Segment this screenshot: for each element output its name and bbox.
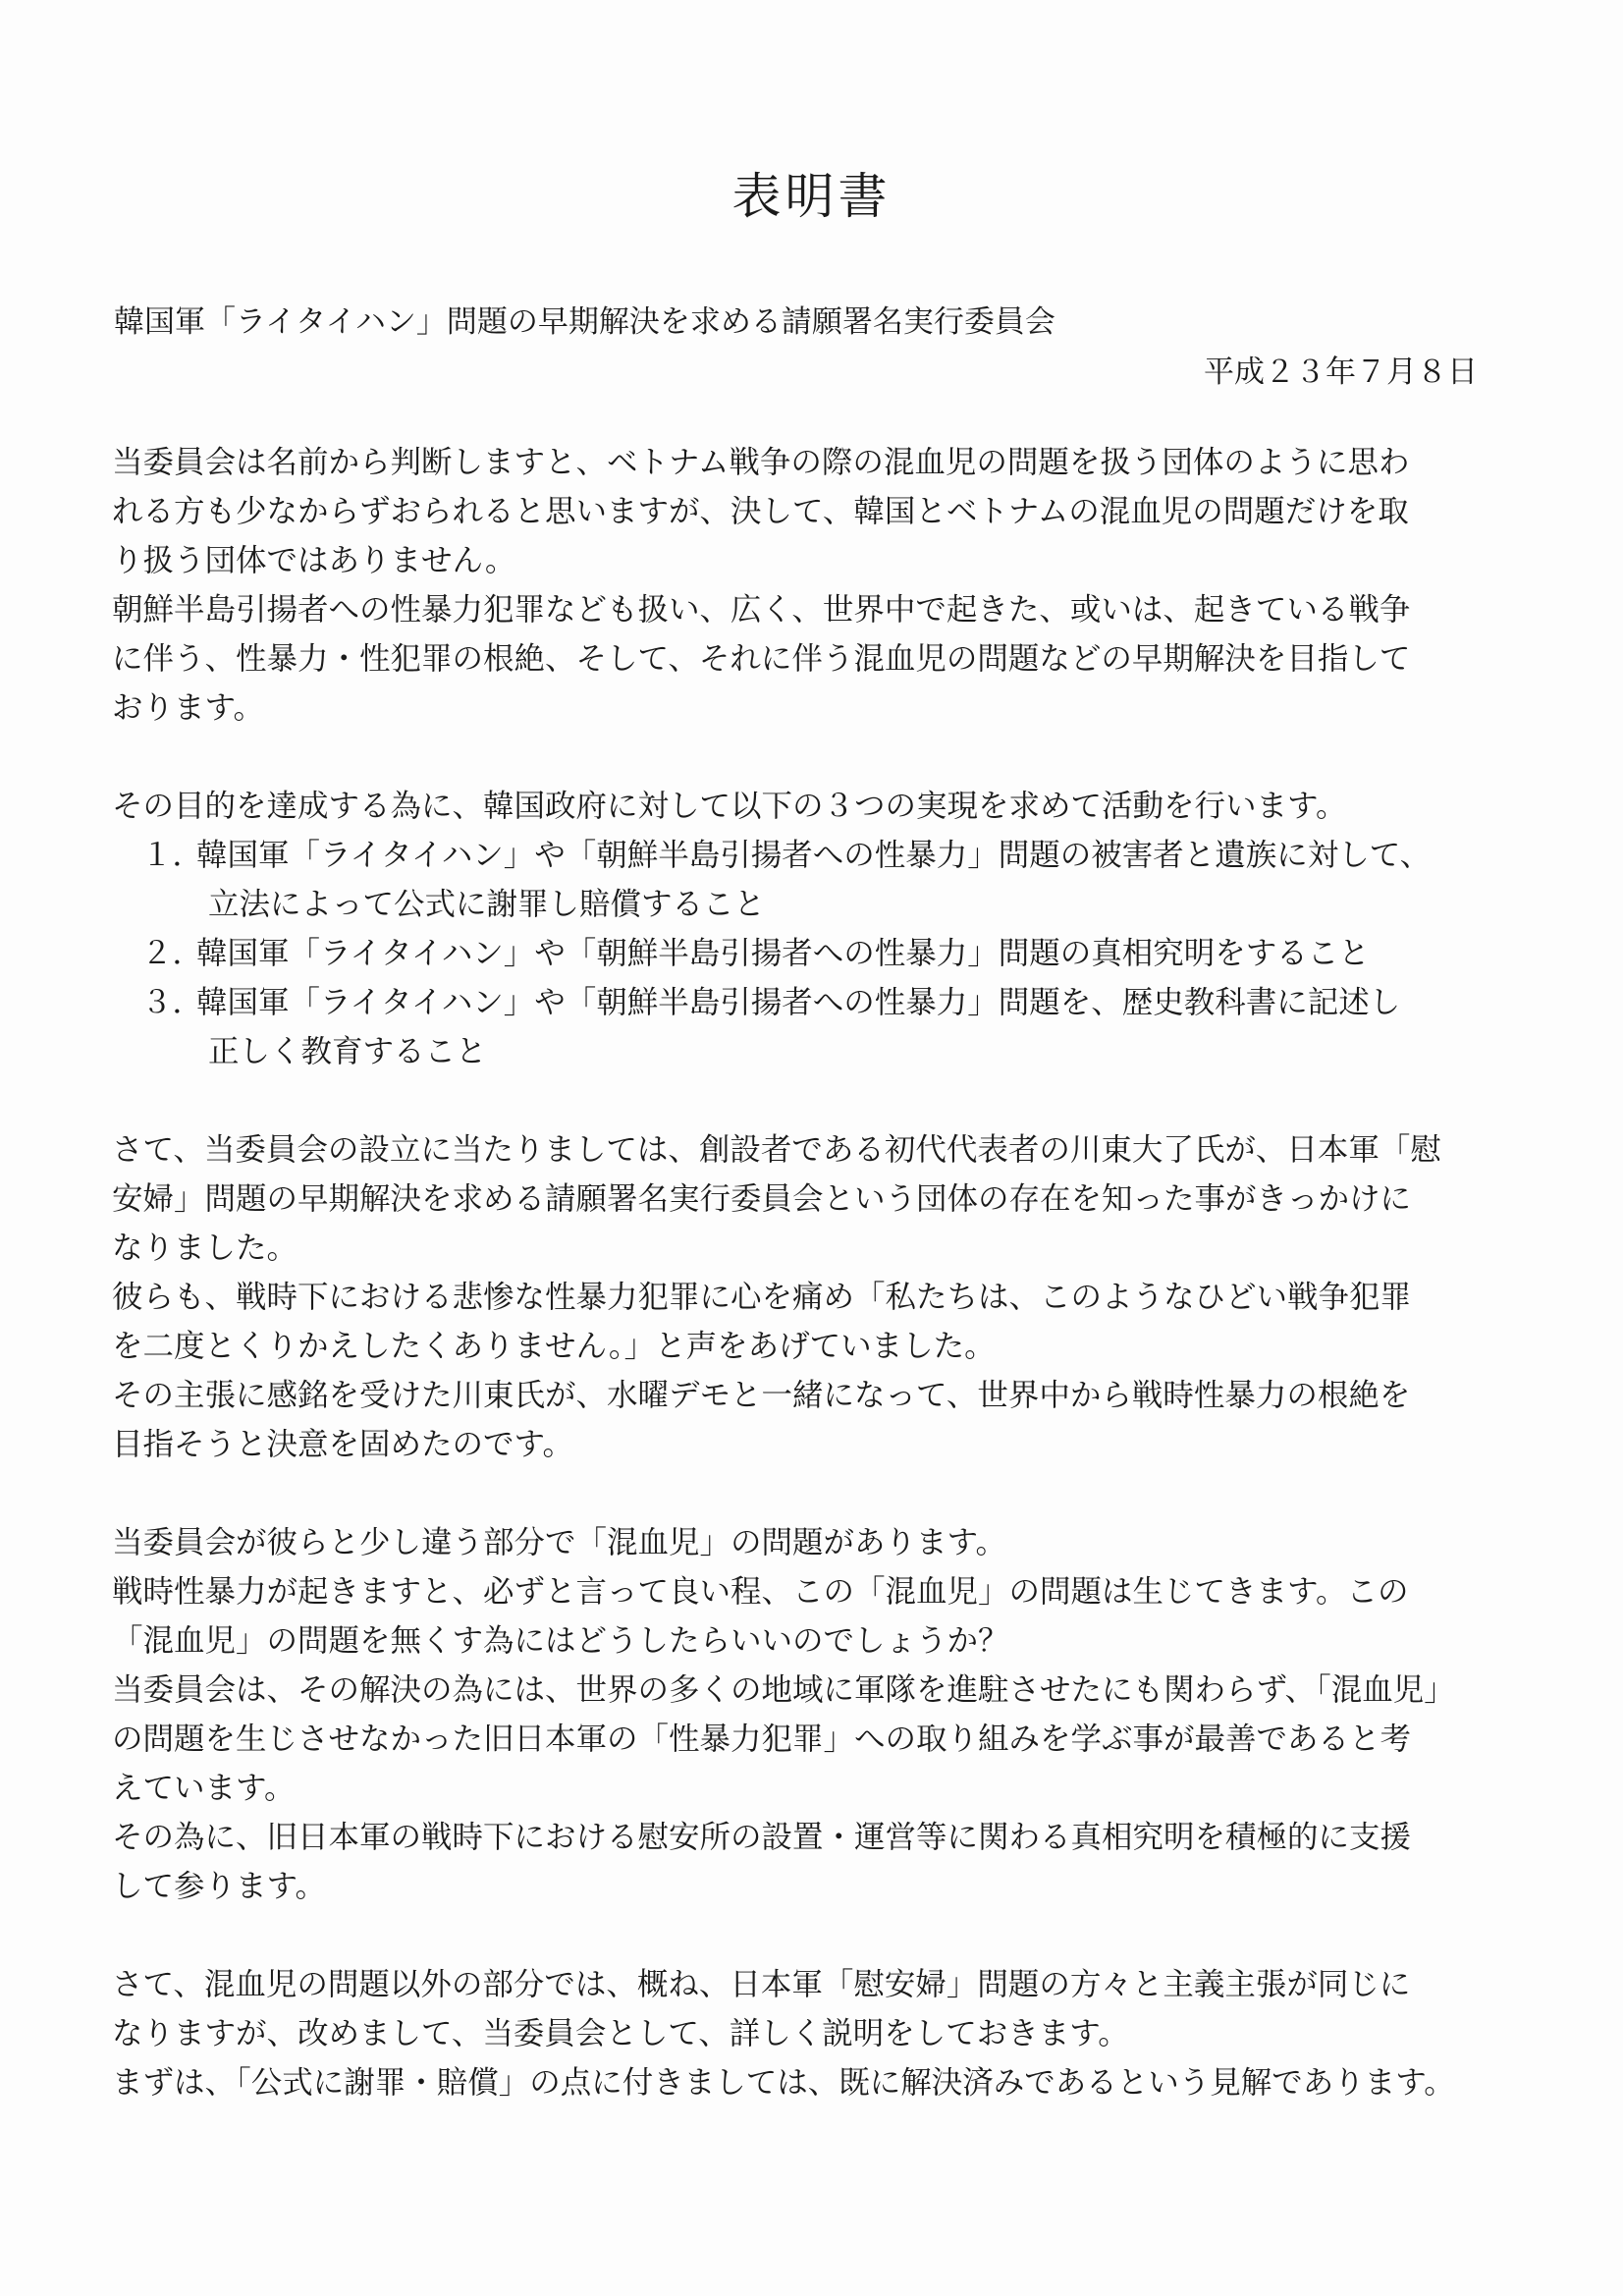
- text-line: して参ります。: [112, 1869, 326, 1904]
- text-line: の問題を生じさせなかった旧日本軍の「性暴力犯罪」への取り組みを学ぶ事が最善であると考: [112, 1722, 1412, 1757]
- text-line: その目的を達成する為に、韓国政府に対して以下の３つの実現を求めて活動を行います。: [112, 789, 1347, 824]
- text-line: 当委員会が彼らと少し違う部分で「混血児」の問題があります。: [112, 1525, 1006, 1560]
- document-title: 表明書: [731, 168, 892, 225]
- demand-text: 韓国軍「ライタイハン」や「朝鮮半島引揚者への性暴力」問題を、歴史教科書に記述し: [196, 985, 1401, 1020]
- demand-number: １．: [141, 838, 204, 873]
- paragraph-gap: [112, 1469, 1511, 1518]
- demand-item: [112, 831, 1511, 929]
- text-line: り扱う団体ではありません。: [112, 543, 516, 578]
- text-line: さて、当委員会の設立に当たりましては、創設者である初代代表者の川東大了氏が、日本軍「慰: [112, 1132, 1441, 1168]
- text-line: えています。: [112, 1771, 296, 1806]
- demand-number: ２．: [141, 936, 204, 971]
- text-line: おります。: [112, 690, 264, 726]
- demand-text: 正しく教育すること: [208, 1034, 487, 1069]
- text-line: 彼らも、戦時下における悲惨な性暴力犯罪に心を痛め「私たちは、このようなひどい戦争犯罪: [112, 1280, 1412, 1315]
- demand-list: [112, 831, 1511, 1076]
- text-line: なりますが、改めまして、当委員会として、詳しく説明をしておきます。: [112, 2016, 1129, 2051]
- paragraph-gap: [112, 733, 1511, 782]
- document-body: [112, 438, 1511, 2107]
- document-date: 平成２３年７月８日: [1204, 355, 1478, 390]
- text-line: 戦時性暴力が起きますと、必ずと言って良い程、この「混血児」の問題は生じてきます。この: [112, 1574, 1409, 1610]
- paragraph-4: [112, 1518, 1511, 1911]
- paragraph-5: [112, 1960, 1511, 2107]
- demand-text: 韓国軍「ライタイハン」や「朝鮮半島引揚者への性暴力」問題の真相究明をすること: [196, 936, 1370, 971]
- paragraph-gap: [112, 1076, 1511, 1125]
- text-line: 安婦」問題の早期解決を求める請願署名実行委員会という団体の存在を知った事がきっかけに: [112, 1181, 1412, 1217]
- paragraph-1: [112, 438, 1511, 733]
- text-line: 目指そうと決意を固めたのです。: [112, 1427, 573, 1462]
- text-line: 当委員会は名前から判断しますと、ベトナム戦争の際の混血児の問題を扱う団体のように思わ: [112, 445, 1410, 480]
- text-line: れる方も少なからずおられると思いますが、決して、韓国とベトナムの混血児の問題だけを取: [112, 494, 1409, 529]
- organization-name: 韓国軍「ライタイハン」問題の早期解決を求める請願署名実行委員会: [114, 304, 1055, 340]
- paragraph-2: [112, 782, 1511, 1076]
- text-line: 当委員会は、その解決の為には、世界の多くの地域に軍隊を進駐させたにも関わらず、「混血児」: [112, 1672, 1455, 1708]
- demand-item: [112, 978, 1511, 1076]
- text-line: 「混血児」の問題を無くす為にはどうしたらいいのでしょうか？: [112, 1623, 1009, 1659]
- demand-number: ３．: [141, 985, 204, 1020]
- text-line: に伴う、性暴力・性犯罪の根絶、そして、それに伴う混血児の問題などの早期解決を目指して: [112, 641, 1411, 677]
- demand-item: [112, 929, 1511, 978]
- text-line: その為に、旧日本軍の戦時下における慰安所の設置・運営等に関わる真相究明を積極的に支援: [112, 1820, 1412, 1855]
- demand-text: 韓国軍「ライタイハン」や「朝鮮半島引揚者への性暴力」問題の被害者と遺族に対して、: [196, 838, 1432, 873]
- text-line: を二度とくりかえしたくありません。」と声をあげていました。: [112, 1329, 996, 1364]
- text-line: なりました。: [112, 1230, 298, 1266]
- paragraph-3: [112, 1125, 1511, 1469]
- text-line: 朝鮮半島引揚者への性暴力犯罪なども扱い、広く、世界中で起きた、或いは、起きている戦争: [112, 592, 1411, 628]
- demand-text: 立法によって公式に謝罪し賠償すること: [208, 887, 766, 922]
- paragraph-gap: [112, 1911, 1511, 1960]
- text-line: まずは、「公式に謝罪・賠償」の点に付きましては、既に解決済みであるという見解であります。: [112, 2065, 1455, 2101]
- text-line: その主張に感銘を受けた川東氏が、水曜デモと一緒になって、世界中から戦時性暴力の根絶を: [112, 1378, 1411, 1413]
- text-line: さて、混血児の問題以外の部分では、概ね、日本軍「慰安婦」問題の方々と主義主張が同じに: [112, 1967, 1411, 2002]
